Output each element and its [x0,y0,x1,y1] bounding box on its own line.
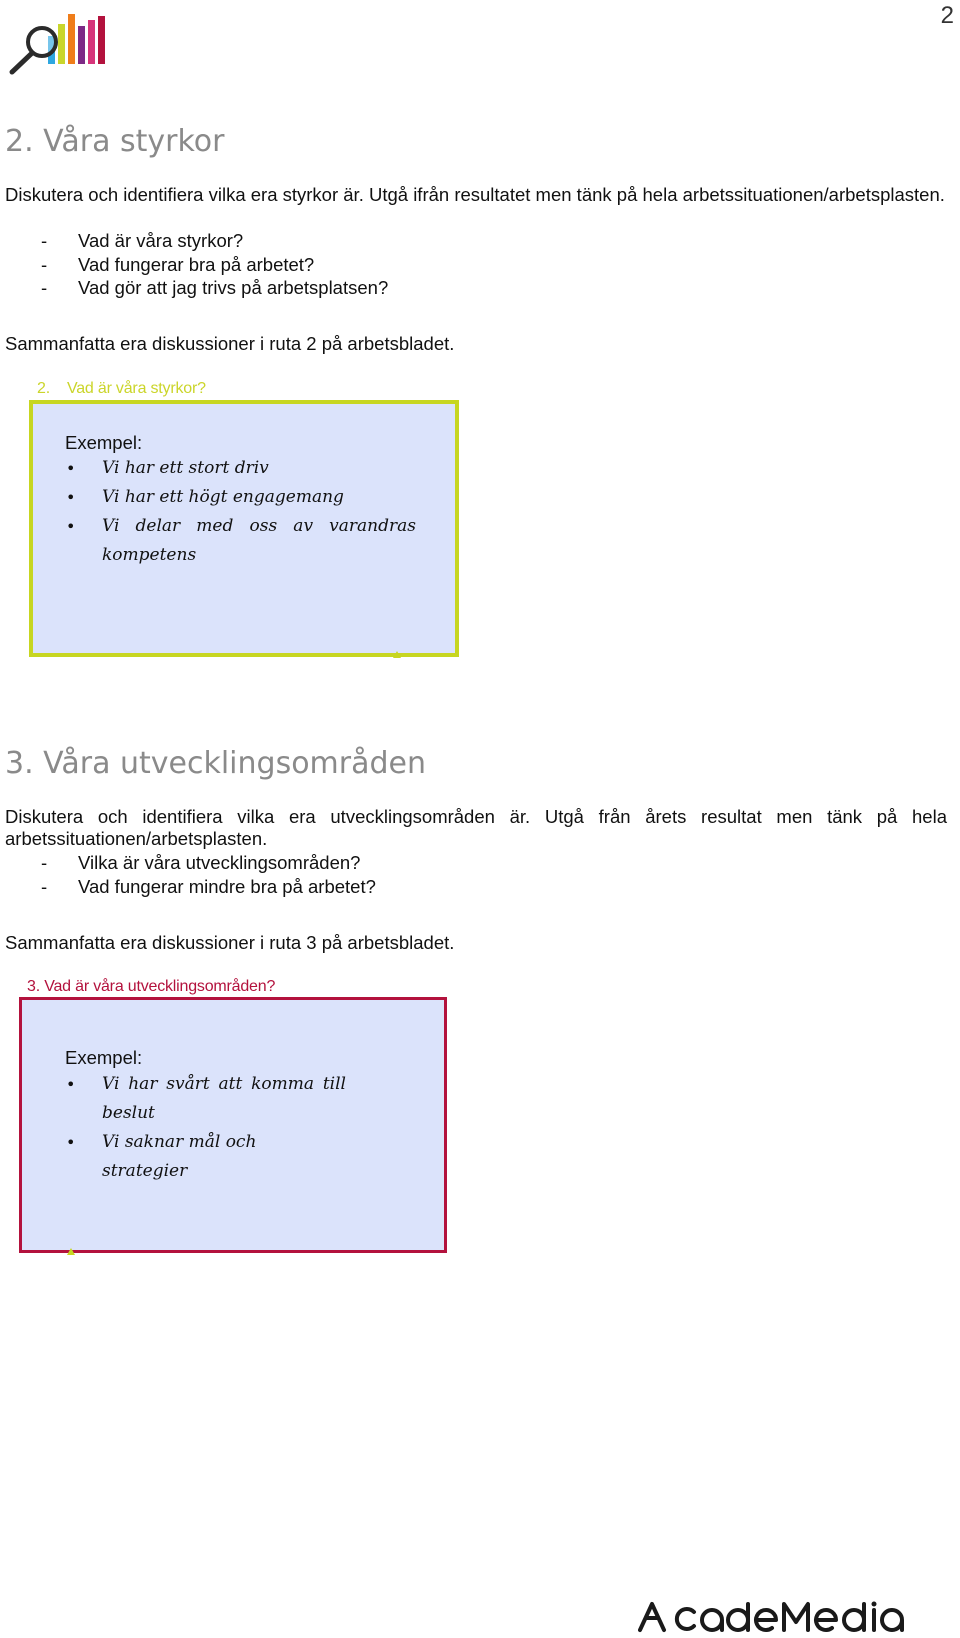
section-2-summary: Sammanfatta era diskussioner i ruta 2 på arbetsbladet. [5,333,455,354]
section-2-intro: Diskutera och identifiera vilka era styrkor är. Utgå ifrån resultatet men tänk på hela arbetssituationen/arbetsplasten. [5,184,945,205]
list-item: • Vi saknar mål och strategier [66,1128,346,1186]
academedia-logo [638,1598,948,1634]
list-item: - Vad fungerar mindre bra på arbetet? [41,875,376,897]
section-3-summary: Sammanfatta era diskussioner i ruta 3 på arbetsbladet. [5,932,455,953]
box-2-marker-icon [393,651,401,658]
section-3-title: 3. Våra utvecklingsområden [5,746,427,781]
box-3-example-label: Exempel: [65,1047,143,1068]
list-item: - Vad gör att jag trivs på arbetsplatsen? [41,277,389,298]
list-item: • Vi delar med oss av varandras kompetens [66,512,416,570]
logo-bar-6 [98,16,105,64]
list-item: • Vi har ett högt engagemang [66,483,416,512]
logo-bar-5 [88,20,95,64]
logo-bar-3 [68,14,75,64]
box-3-marker-icon [67,1248,75,1255]
section-3-questions [5,851,376,898]
section-2-title: 2. Våra styrkor [5,124,225,159]
page-number: 2 [940,2,954,29]
logo-bar-4 [78,26,85,64]
box-3-label: 3. Vad är våra utvecklingsområden? [27,978,276,995]
box-2-examples [66,454,416,570]
magnifier-chart-logo [8,10,114,76]
box-2-label: 2. Vad är våra styrkor? [37,380,206,397]
section-3-intro: Diskutera och identifiera vilka era utvecklingsområden är. Utgå från årets resultat men tänk på hela arbetssituationen/arbetsplasten. [5,806,947,849]
box-3-worksheet [19,997,447,1253]
logo-handle [12,53,32,72]
box-2-worksheet [29,400,459,657]
logo-bar-2 [58,24,65,64]
box-3-examples [66,1070,346,1186]
list-item: • Vi har svårt att komma till beslut [66,1070,346,1128]
list-item: - Vad fungerar bra på arbetet? [41,253,315,275]
list-item: - Vilka är våra utvecklingsområden? [41,852,361,873]
list-item: • Vi har ett stort driv [66,454,416,483]
section-2-questions [5,229,388,300]
list-item: - Vad är våra styrkor? [41,230,244,251]
box-2-example-label: Exempel: [65,432,143,453]
